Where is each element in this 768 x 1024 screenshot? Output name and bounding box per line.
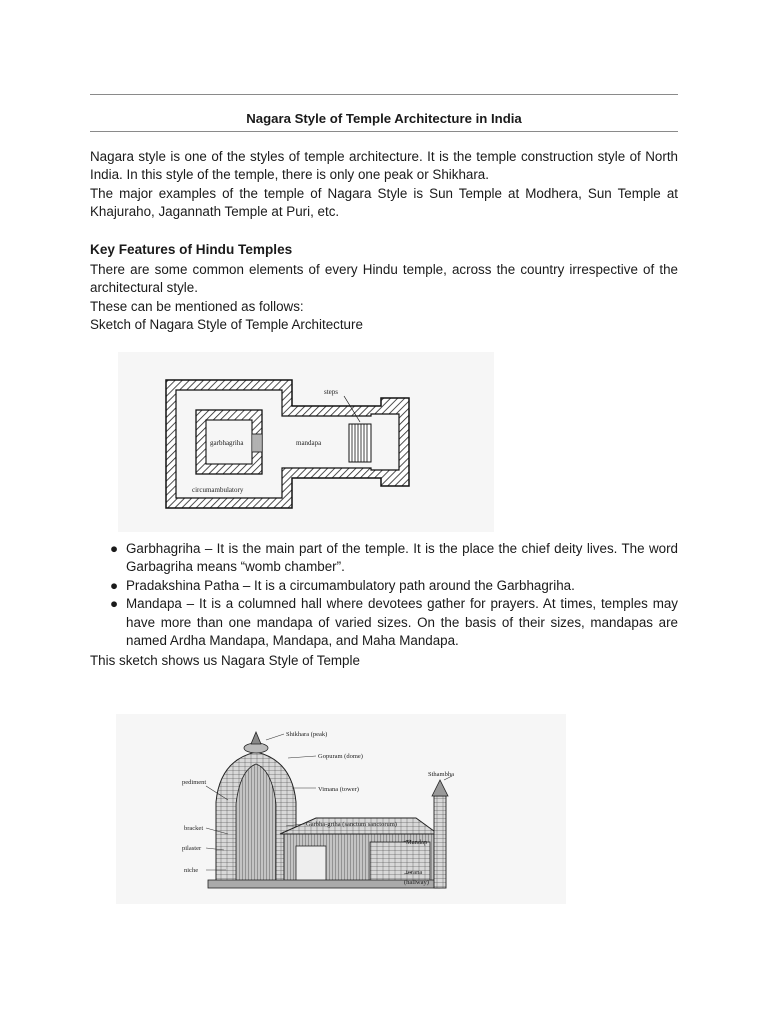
elevation-label-hallway: (hallway) — [404, 879, 429, 886]
bullet-icon: ● — [110, 577, 119, 593]
list-item — [90, 577, 678, 595]
top-rule — [90, 94, 678, 95]
elevation-label-pediment: pediment — [182, 779, 207, 786]
closing-line: This sketch shows us Nagara Style of Temple — [90, 653, 360, 668]
elevation-label-garbha-griha: Garbha-griha (sanctum sanctorum) — [306, 821, 397, 828]
temple-plan-drawing — [118, 352, 494, 532]
feature-list — [90, 540, 678, 650]
plan-label-garbhagriha: garbhagriha — [210, 439, 244, 447]
page-title: Nagara Style of Temple Architecture in India — [246, 111, 522, 126]
section-heading: Key Features of Hindu Temples — [90, 242, 293, 257]
intro-paragraph-2: The major examples of the temple of Nagara Style is Sun Temple at Modhera, Sun Temple at Khajuraho, Jagannath Temple at Puri, etc. — [90, 186, 678, 220]
elevation-label-niche: niche — [184, 867, 199, 874]
elevation-label-sthambha: Sthambha — [428, 771, 454, 778]
elevation-label-shikhara: Shikhara (peak) — [286, 731, 328, 738]
temple-elevation-drawing — [116, 714, 566, 904]
elevation-label-pilaster: pilaster — [182, 845, 202, 852]
list-item — [90, 595, 678, 650]
section-paragraph: There are some common elements of every Hindu temple, across the country irrespective of the architectural style. — [90, 262, 678, 296]
plan-label-circumambulatory: circumambulatory — [192, 486, 244, 494]
elevation-label-vimana: Vimana (tower) — [318, 786, 359, 793]
bullet-icon: ● — [110, 596, 119, 612]
bullet-icon: ● — [110, 541, 119, 556]
elevation-label-torana: torana — [406, 869, 423, 876]
elevation-label-gopuram: Gopuram (dome) — [318, 753, 363, 760]
section-subtext: These can be mentioned as follows: — [90, 299, 304, 314]
sketch-caption: Sketch of Nagara Style of Temple Architecture — [90, 317, 363, 332]
list-item-text: Pradakshina Patha – It is a circumambulatory path around the Garbhagriha. — [126, 577, 575, 593]
list-item — [90, 540, 678, 577]
steps-block — [349, 424, 371, 462]
title-rule — [90, 131, 678, 132]
list-item-text: Mandapa – It is a columned hall where devotees gather for prayers. At times, temples may have more than one mandapa of varied sizes. On the basis of their sizes, mandapas are named Ardha Mandapa, Mandapa, and Maha Mandapa. — [126, 596, 678, 649]
plan-label-steps: steps — [324, 388, 338, 396]
elevation-label-mandap: Mandap — [406, 839, 428, 846]
list-item-text: Garbhagriha – It is the main part of the temple. It is the place the chief deity lives. The word Garbagriha means “womb chamber”. — [126, 541, 678, 575]
elevation-label-bracket: bracket — [184, 825, 204, 832]
temple-plan-figure — [118, 352, 494, 532]
plan-label-mandapa: mandapa — [296, 439, 322, 447]
intro-paragraph-1: Nagara style is one of the styles of temple architecture. It is the temple construction style of North India. In this style of the temple, there is only one peak or Shikhara. — [90, 149, 678, 183]
temple-elevation-figure — [116, 714, 566, 904]
